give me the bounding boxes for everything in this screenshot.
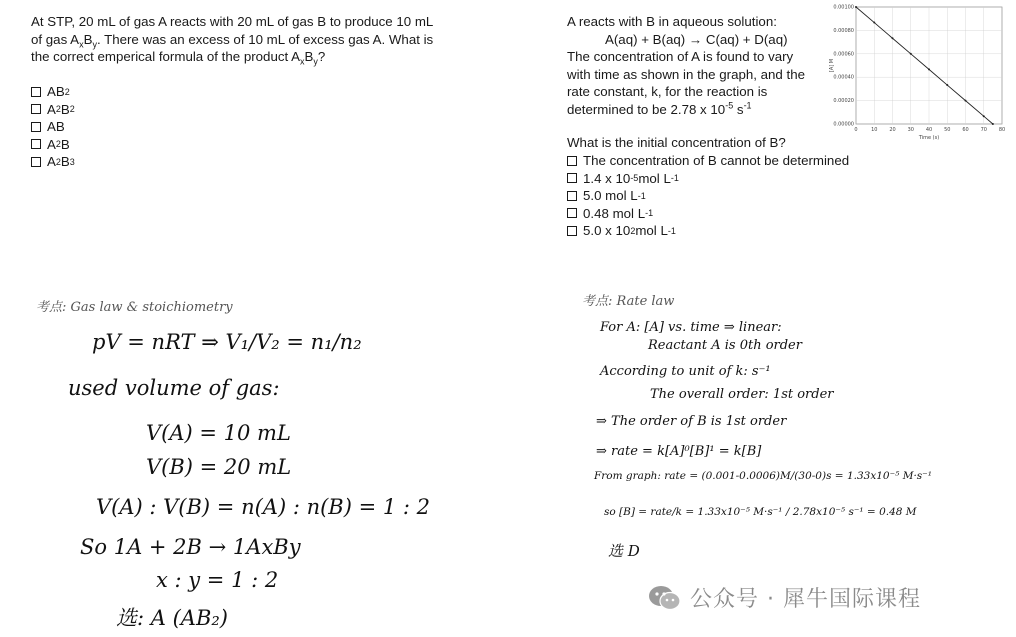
checkbox-icon[interactable] [567, 208, 577, 218]
series-line [856, 7, 993, 124]
q2-option[interactable]: 5.0 mol L -1 [567, 187, 849, 205]
q2-option[interactable]: 1.4 x 10 -5 mol L -1 [567, 170, 849, 188]
notes-left-xy: x : y = 1 : 2 [156, 568, 279, 592]
q1-stem [31, 13, 461, 66]
notes-right-title: 考点: Rate law [582, 294, 675, 309]
notes-left-va: V(A) = 10 mL [146, 421, 291, 445]
notes-right-l5: ⇒ The order of B is 1st order [596, 414, 787, 429]
q1-option[interactable]: AB 2 [31, 83, 75, 101]
data-point [855, 6, 857, 8]
y-axis-label: [A] M [829, 58, 835, 73]
notes-right-answer: 选 D [608, 542, 640, 560]
checkbox-icon[interactable] [567, 191, 577, 201]
notes-right-l7: From graph: rate = (0.001-0.0006)M/(30-0)s = 1.33x10⁻⁵ M·s⁻¹ [594, 470, 932, 482]
q2-line1: A reacts with B in aqueous solution: [567, 14, 777, 29]
x-tick-label: 10 [871, 127, 878, 133]
notes-right-l6: ⇒ rate = k[A]⁰[B]¹ = k[B] [596, 444, 762, 459]
q2-line4: with time as shown in the graph, and the [567, 66, 806, 82]
notes-left-vb: V(B) = 20 mL [146, 455, 292, 479]
x-tick-label: 0 [854, 127, 858, 133]
q2-question: What is the initial concentration of B? [567, 135, 786, 150]
q2-line5: rate constant, k, for the reaction is [567, 84, 768, 99]
notes-left-answer: 选: A (AB₂) [116, 606, 228, 630]
x-tick-label: 30 [907, 127, 914, 133]
checkbox-icon[interactable] [31, 87, 41, 97]
q1-option[interactable]: A 2 B 2 [31, 101, 75, 119]
q1-option[interactable]: A 2 B [31, 136, 75, 154]
q2-option[interactable]: The concentration of B cannot be determined [567, 152, 849, 170]
q2-equation: A(aq) + B(aq) → C(aq) + D(aq) [605, 31, 788, 47]
x-tick-label: 70 [980, 127, 987, 133]
notes-left-ratio: V(A) : V(B) = n(A) : n(B) = 1 : 2 [96, 495, 431, 519]
y-tick-label: 0.00100 [833, 4, 854, 11]
q2-options [567, 152, 849, 240]
notes-right-l4: The overall order: 1st order [650, 387, 834, 402]
y-tick-label: 0.00000 [833, 121, 854, 128]
watermark-text: 公众号 · 犀牛国际课程 [690, 587, 921, 612]
data-point [892, 37, 894, 39]
notes-right-l1: For A: [A] vs. time ⇒ linear: [600, 320, 782, 335]
checkbox-icon[interactable] [31, 104, 41, 114]
data-point [983, 115, 985, 117]
notes-right-l8: so [B] = rate/k = 1.33x10⁻⁵ M·s⁻¹ / 2.78x10⁻⁵ s⁻¹ = 0.48 M [604, 506, 917, 518]
wechat-icon [648, 584, 682, 612]
q1-stem-line1: At STP, 20 mL of gas A reacts with 20 mL of gas B to produce 10 mL [31, 14, 434, 29]
data-point [946, 84, 948, 86]
data-point [873, 22, 875, 24]
notes-left-title: 考点: Gas law & stoichiometry [36, 300, 233, 315]
data-point [965, 100, 967, 102]
y-tick-label: 0.00080 [833, 27, 854, 34]
watermark [648, 582, 921, 613]
notes-right-l3: According to unit of k: s⁻¹ [600, 364, 771, 379]
notes-left-formula: pV = nRT ⇒ V₁/V₂ = n₁/n₂ [92, 330, 362, 354]
x-tick-label: 40 [925, 127, 933, 133]
y-tick-label: 0.00060 [833, 51, 854, 58]
checkbox-icon[interactable] [31, 122, 41, 132]
q1-option[interactable]: A 2 B 3 [31, 153, 75, 171]
checkbox-icon[interactable] [31, 157, 41, 167]
notes-left-equation: So 1A + 2B → 1AxBy [80, 535, 301, 559]
q1-stem-line3: the correct emperical formula of the product $A_xB_y$? [31, 49, 326, 67]
x-tick-label: 20 [889, 127, 896, 133]
data-point [910, 53, 912, 55]
x-axis-label: Time (s) [918, 135, 940, 141]
data-point [928, 68, 930, 70]
q2-option[interactable]: 0.48 mol L -1 [567, 205, 849, 223]
checkbox-icon[interactable] [31, 139, 41, 149]
data-point [992, 123, 994, 125]
q2-option[interactable]: 5.0 x 10 2 mol L -1 [567, 222, 849, 240]
x-tick-label: 50 [944, 127, 951, 133]
notes-left-used-volume: used volume of gas: [68, 376, 280, 400]
y-tick-label: 0.00040 [833, 74, 854, 81]
checkbox-icon[interactable] [567, 173, 577, 183]
concentration-time-chart [828, 2, 1006, 144]
q2-line6: determined to be 2.78 x $10^{-5}$ $s^{-1}$ [567, 100, 752, 117]
q1-options [31, 83, 75, 171]
y-tick-label: 0.00020 [833, 98, 854, 105]
q1-option[interactable]: AB [31, 118, 75, 136]
q1-stem-line2: of gas $A_xB_y$. There was an excess of 10 mL of excess gas A. What is [31, 31, 434, 50]
notes-right-l2: Reactant A is 0th order [648, 338, 802, 353]
x-tick-label: 60 [962, 127, 969, 133]
checkbox-icon[interactable] [567, 156, 577, 166]
q2-stem [567, 13, 832, 118]
x-tick-label: 80 [998, 127, 1006, 133]
checkbox-icon[interactable] [567, 226, 577, 236]
q2-line3: The concentration of A is found to vary [567, 49, 794, 64]
